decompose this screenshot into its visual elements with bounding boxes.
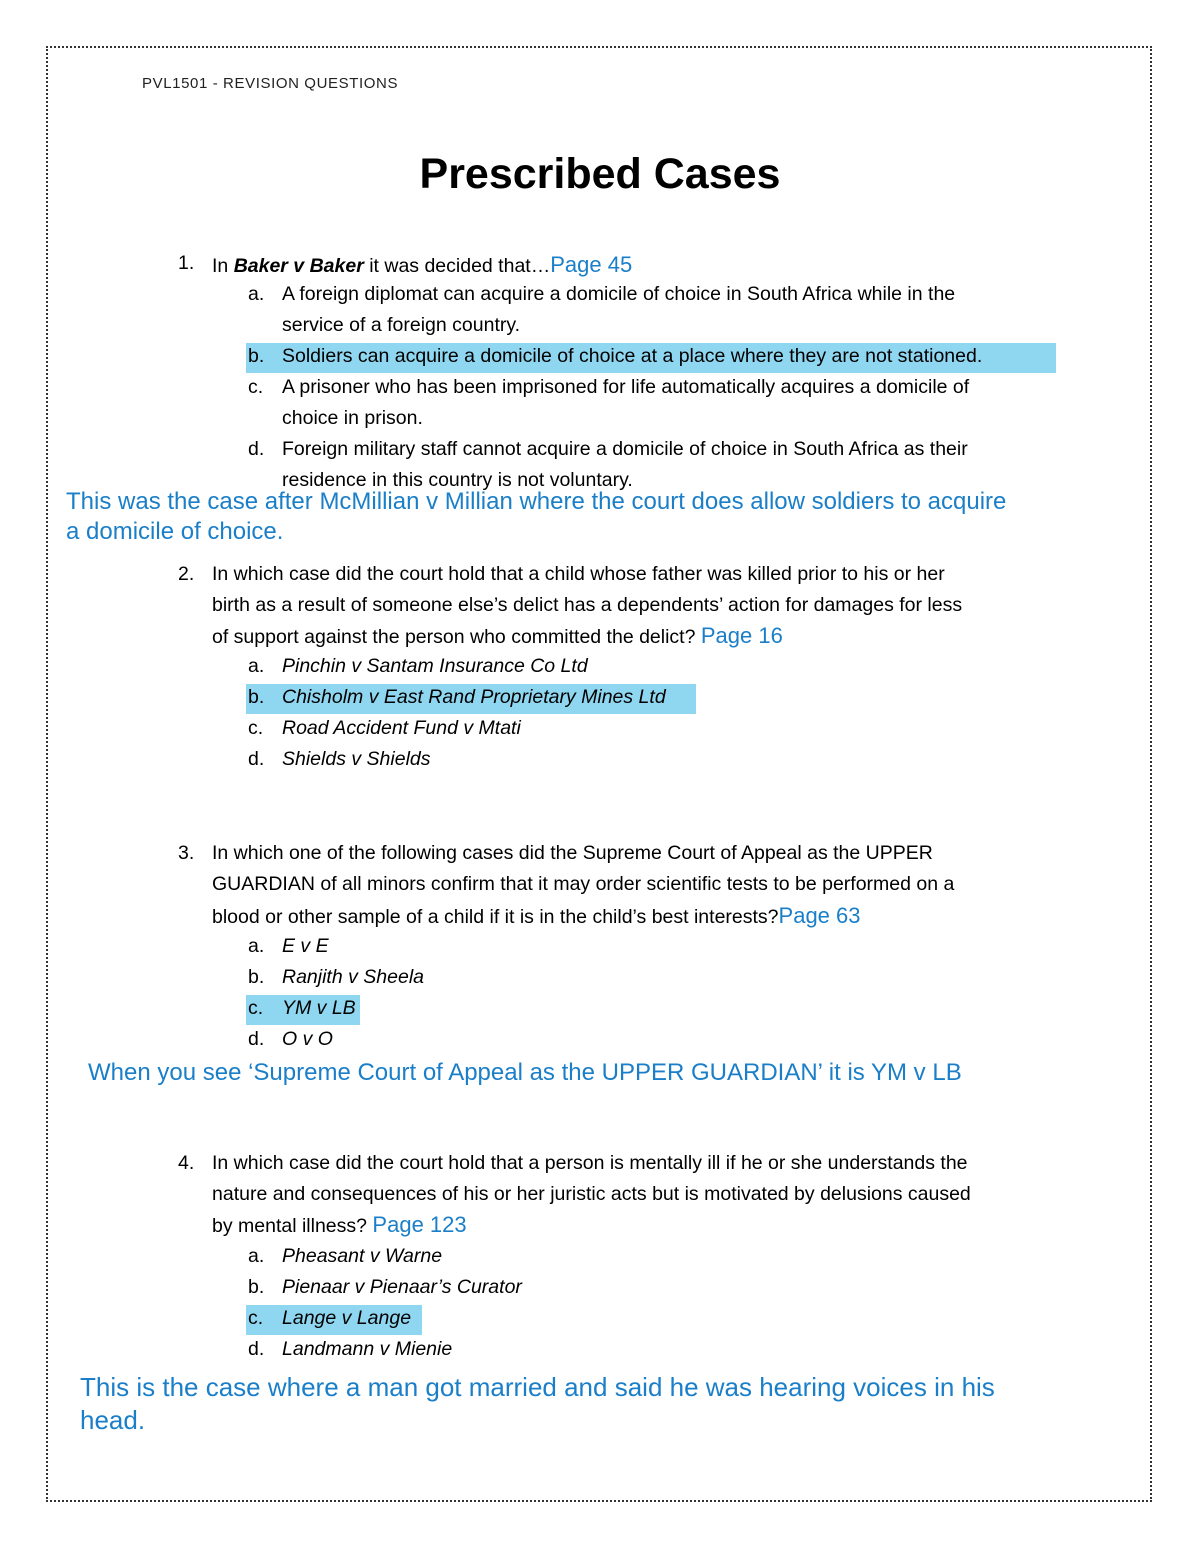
- option-letter: b.: [248, 966, 265, 988]
- option-letter: b.: [248, 345, 265, 367]
- option-d-line2: residence in this country is not voluntary.: [282, 469, 633, 491]
- option-b: Pienaar v Pienaar’s Curator: [282, 1276, 522, 1298]
- question-line: nature and consequences of his or her juristic acts but is motivated by delusions caused: [212, 1183, 971, 1205]
- page-reference: Page 16: [700, 623, 783, 648]
- question-text: [212, 252, 632, 278]
- option-letter: c.: [248, 376, 264, 398]
- question-line-text: of support against the person who committed the delict?: [212, 626, 696, 648]
- option-letter: b.: [248, 1276, 265, 1298]
- option-d: Landmann v Mienie: [282, 1338, 453, 1360]
- option-b-correct: Soldiers can acquire a domicile of choice at a place where they are not stationed.: [282, 345, 983, 367]
- question-number: 1.: [178, 252, 195, 274]
- option-b-correct: Chisholm v East Rand Proprietary Mines Ltd: [282, 686, 666, 708]
- question-number: 2.: [178, 563, 195, 585]
- question-line: birth as a result of someone else’s delict has a dependents’ action for damages for less: [212, 594, 963, 616]
- annotation-note: This was the case after McMillian v Millian where the court does allow soldiers to acquire: [66, 488, 1007, 515]
- question-line: In which case did the court hold that a person is mentally ill if he or she understands the: [212, 1152, 968, 1174]
- question-line: [212, 1212, 467, 1238]
- option-c-correct: Lange v Lange: [282, 1307, 412, 1329]
- question-line: [212, 903, 861, 929]
- option-letter: a.: [248, 935, 265, 957]
- option-c: Road Accident Fund v Mtati: [282, 717, 521, 739]
- option-d: O v O: [282, 1028, 333, 1050]
- page-reference: Page 123: [372, 1212, 467, 1237]
- option-a: Pinchin v Santam Insurance Co Ltd: [282, 655, 588, 677]
- option-letter: a.: [248, 1245, 265, 1267]
- option-letter: d.: [248, 438, 265, 460]
- question-line: GUARDIAN of all minors confirm that it may order scientific tests to be performed on a: [212, 873, 955, 895]
- question-number: 3.: [178, 842, 195, 864]
- page-reference: Page 63: [778, 903, 861, 928]
- page-title: Prescribed Cases: [419, 150, 781, 198]
- option-a-line2: service of a foreign country.: [282, 314, 521, 336]
- option-a-line1: A foreign diplomat can acquire a domicile of choice in South Africa while in the: [282, 283, 956, 305]
- question-line-text: blood or other sample of a child if it is in the child’s best interests?: [212, 906, 779, 928]
- option-letter: a.: [248, 283, 265, 305]
- option-letter: b.: [248, 686, 265, 708]
- question-suffix: it was decided that…: [363, 255, 551, 277]
- annotation-note: When you see ‘Supreme Court of Appeal as the UPPER GUARDIAN’ it is YM v LB: [88, 1059, 962, 1086]
- option-letter: d.: [248, 748, 265, 770]
- option-letter: c.: [248, 997, 264, 1019]
- option-d-line1: Foreign military staff cannot acquire a domicile of choice in South Africa as their: [282, 438, 968, 460]
- option-c-line2: choice in prison.: [282, 407, 423, 429]
- question-line: In which one of the following cases did the Supreme Court of Appeal as the UPPER: [212, 842, 933, 864]
- option-letter: d.: [248, 1338, 265, 1360]
- option-letter: c.: [248, 717, 264, 739]
- option-a: Pheasant v Warne: [282, 1245, 443, 1267]
- annotation-note: head.: [80, 1405, 146, 1435]
- question-line-text: by mental illness?: [212, 1215, 367, 1237]
- option-letter: a.: [248, 655, 265, 677]
- annotation-note: a domicile of choice.: [66, 518, 284, 545]
- question-line: [212, 623, 783, 649]
- option-b: Ranjith v Sheela: [282, 966, 425, 988]
- question-line: In which case did the court hold that a child whose father was killed prior to his or her: [212, 563, 945, 585]
- question-number: 4.: [178, 1152, 195, 1174]
- case-name: Baker v Baker: [233, 255, 364, 277]
- option-letter: d.: [248, 1028, 265, 1050]
- annotation-note: This is the case where a man got married and said he was hearing voices in his: [80, 1372, 995, 1402]
- page-reference: Page 45: [550, 252, 633, 277]
- option-d: Shields v Shields: [282, 748, 431, 770]
- option-a: E v E: [282, 935, 329, 957]
- document-header: PVL1501 - REVISION QUESTIONS: [142, 75, 399, 92]
- question-prefix: In: [212, 255, 234, 277]
- option-c-line1: A prisoner who has been imprisoned for life automatically acquires a domicile of: [282, 376, 970, 398]
- option-letter: c.: [248, 1307, 264, 1329]
- option-c-correct: YM v LB: [282, 997, 356, 1019]
